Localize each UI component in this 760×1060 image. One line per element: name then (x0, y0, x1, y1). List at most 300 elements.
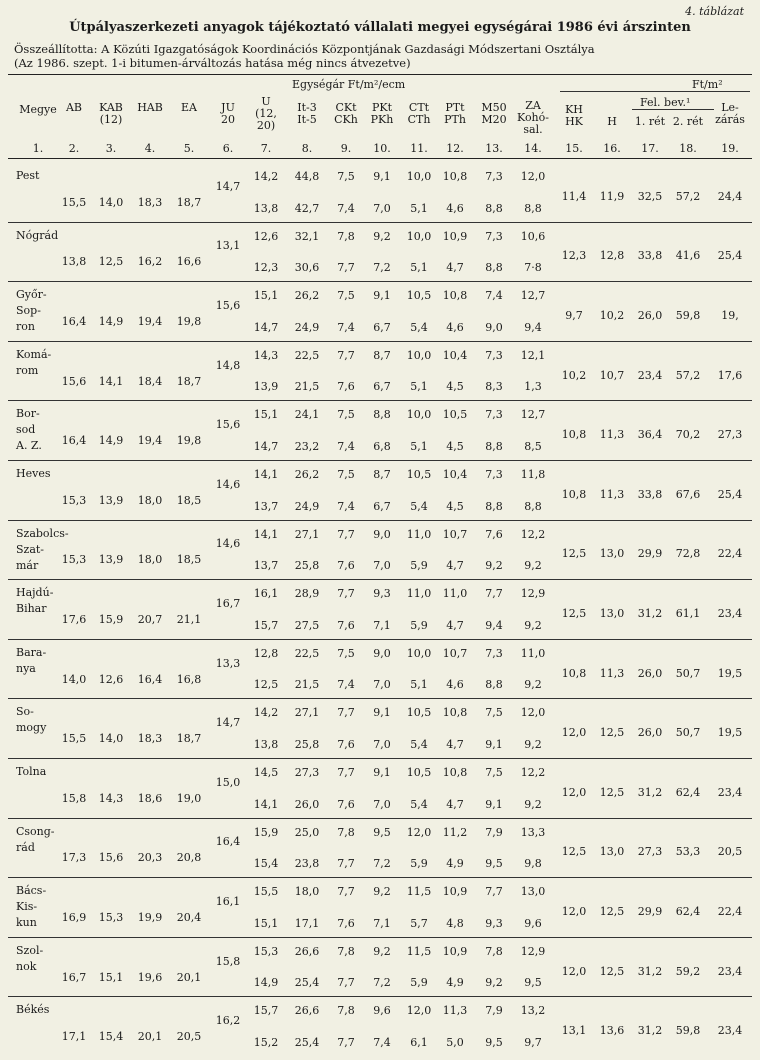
row-separator (8, 520, 752, 521)
table-cell: 26,2 (294, 468, 320, 481)
table-cell: 13,1 (215, 239, 241, 253)
table-cell: 14,7 (215, 179, 241, 193)
table-cell: 15,2 (253, 1036, 279, 1049)
county-name: Bács- Kis- kun (16, 884, 47, 930)
table-cell: 32,1 (294, 229, 320, 243)
subtitle-line: Összeállította: A Közúti Igazgatóságok Koordinációs Központjának Gazdasági Módszertani Osztálya (14, 42, 595, 56)
table-cell: 14,1 (253, 797, 279, 811)
county-name: Szabolcs- Szat- már (16, 526, 69, 572)
table-cell: 10,7 (442, 527, 468, 541)
row-separator (8, 400, 752, 401)
table-cell: 20,4 (176, 911, 202, 924)
table-cell: 23,4 (717, 964, 743, 978)
table-cell: 10,6 (520, 229, 546, 243)
table-cell: 7,4 (337, 440, 355, 453)
column-number: 10. (373, 142, 391, 155)
table-cell: 10,9 (442, 885, 468, 899)
county-name: Csong- rád (16, 824, 55, 854)
table-cell: 9,5 (485, 1036, 503, 1049)
table-cell: 29,9 (637, 547, 663, 561)
table-cell: 5,9 (410, 857, 428, 871)
table-cell: 4,7 (446, 261, 464, 275)
table-cell: 27,1 (294, 527, 320, 541)
column-number: 5. (183, 142, 195, 155)
table-cell: 7,4 (337, 678, 355, 692)
table-cell: 7,2 (373, 857, 391, 871)
table-cell: 5,4 (410, 797, 428, 811)
table-cell: 19,8 (176, 434, 202, 448)
table-cell: 27,3 (717, 428, 743, 442)
table-cell: 13,8 (253, 738, 279, 751)
table-cell: 12,2 (520, 527, 546, 541)
table-cell: 12,5 (253, 678, 279, 692)
table-cell: 7,3 (485, 348, 503, 362)
table-cell: 7,4 (485, 289, 503, 303)
table-cell: 9,2 (373, 885, 391, 899)
table-cell: 10,8 (561, 487, 587, 501)
table-cell: 14,3 (253, 348, 279, 362)
table-cell: 42,7 (294, 201, 320, 215)
table-cell: 9,3 (485, 916, 503, 930)
table-cell: 7,5 (337, 170, 355, 183)
county-name: Heves (16, 467, 51, 480)
table-cell: 18,7 (176, 732, 202, 746)
table-cell: 16,6 (176, 255, 202, 269)
table-cell: 10,4 (442, 348, 468, 362)
table-cell: 9,0 (485, 320, 503, 334)
table-cell: 8,8 (485, 440, 503, 453)
table-cell: 13,0 (599, 845, 625, 859)
table-cell: 25,4 (717, 249, 743, 263)
table-cell: 33,8 (637, 249, 663, 263)
table-cell: 19,8 (176, 315, 202, 328)
table-cell: 13,7 (253, 499, 279, 513)
table-cell: 15,3 (98, 911, 124, 924)
column-header: HAB (137, 101, 163, 114)
table-cell: 14,9 (98, 315, 124, 328)
table-cell: 15,1 (253, 289, 279, 303)
table-cell: 11,5 (406, 944, 432, 958)
table-cell: 7,5 (337, 289, 355, 303)
table-cell: 18,5 (176, 553, 202, 567)
table-cell: 15,7 (253, 618, 279, 632)
table-cell: 61,1 (675, 607, 701, 620)
table-cell: 29,9 (637, 905, 663, 918)
table-cell: 11,3 (442, 1004, 468, 1018)
table-cell: 14,1 (253, 468, 279, 481)
table-cell: 10,5 (406, 766, 432, 779)
table-cell: 7,8 (337, 1004, 355, 1018)
table-cell: 20,1 (176, 970, 202, 984)
table-cell: 14,0 (98, 732, 124, 746)
table-cell: 9,0 (373, 527, 391, 541)
table-cell: 59,2 (675, 964, 701, 978)
table-cell: 33,8 (637, 487, 663, 501)
table-cell: 15,8 (215, 954, 241, 968)
page-title: Útpályaszerkezeti anyagok tájékoztató vállalati megyei egységárai 1986 évi árszinten (69, 20, 691, 35)
table-cell: 7,4 (337, 320, 355, 334)
column-header: M50 M20 (481, 101, 507, 126)
table-cell: 12,8 (599, 249, 625, 263)
column-number: 7. (260, 142, 272, 155)
table-cell: 7,4 (337, 499, 355, 513)
table-cell: 25,8 (294, 738, 320, 751)
column-number: 16. (603, 142, 621, 155)
table-cell: 15,0 (215, 775, 241, 789)
table-cell: 13,2 (520, 1004, 546, 1018)
table-cell: 21,1 (176, 613, 202, 626)
table-cell: 4,6 (446, 201, 464, 215)
table-cell: 67,6 (675, 487, 701, 501)
table-cell: 19,4 (137, 315, 163, 328)
column-header: EA (181, 101, 197, 114)
table-cell: 17,1 (294, 916, 320, 930)
table-cell: 8,8 (485, 499, 503, 513)
column-header: 2. rét (672, 115, 704, 128)
subtitle-line: (Az 1986. szept. 1-i bitumen-árváltozás hatása még nincs átvezetve) (14, 56, 411, 70)
table-cell: 7,7 (337, 706, 355, 720)
table-cell: 26,0 (637, 666, 663, 680)
table-cell: 14,3 (98, 791, 124, 805)
table-cell: 14,2 (253, 170, 279, 183)
group-header-felbev: Fel. bev.¹ (640, 96, 691, 109)
table-cell: 9,5 (524, 976, 542, 990)
table-cell: 9,1 (373, 766, 391, 779)
table-cell: 12,0 (520, 170, 546, 183)
table-cell: 7,7 (337, 1036, 355, 1049)
table-cell: 7,3 (485, 646, 503, 660)
table-cell: 11,5 (406, 885, 432, 899)
table-cell: 9,8 (524, 857, 542, 871)
table-cell: 4,6 (446, 678, 464, 692)
table-cell: 7,0 (373, 738, 391, 751)
table-cell: 6,1 (410, 1036, 428, 1049)
column-number: 14. (524, 142, 542, 155)
table-cell: 7,6 (337, 380, 355, 394)
table-cell: 9,2 (524, 559, 542, 573)
table-cell: 11,0 (442, 587, 468, 601)
column-header: ZA Kohó- sal. (517, 99, 549, 136)
table-cell: 9,6 (524, 916, 542, 930)
table-cell: 72,8 (675, 547, 701, 561)
table-cell: 26,6 (294, 1004, 320, 1018)
table-cell: 59,8 (675, 1024, 701, 1038)
table-cell: 18,7 (176, 195, 202, 209)
table-cell: 7,8 (337, 944, 355, 958)
table-cell: 31,2 (637, 1024, 663, 1038)
table-cell: 9,1 (373, 289, 391, 303)
table-cell: 14,6 (215, 477, 241, 491)
table-cell: 11,3 (599, 666, 625, 680)
table-cell: 7,7 (337, 766, 355, 779)
table-cell: 14,6 (215, 537, 241, 551)
table-cell: 12,3 (253, 261, 279, 275)
table-cell: 19,9 (137, 911, 163, 924)
table-cell: 10,2 (599, 309, 625, 322)
table-cell: 4,9 (446, 857, 464, 871)
table-cell: 20,1 (137, 1030, 163, 1044)
table-cell: 15,5 (61, 195, 87, 209)
table-cell: 12,1 (520, 348, 546, 362)
table-cell: 9,2 (524, 797, 542, 811)
table-cell: 7,1 (373, 916, 391, 930)
table-cell: 4,7 (446, 618, 464, 632)
row-separator (8, 281, 752, 282)
table-cell: 5,9 (410, 618, 428, 632)
table-cell: 15,8 (61, 791, 87, 805)
table-cell: 24,1 (294, 408, 320, 422)
table-cell: 7,1 (373, 618, 391, 632)
table-cell: 14,9 (98, 434, 124, 448)
table-cell: 22,5 (294, 646, 320, 660)
table-cell: 12,0 (406, 1004, 432, 1018)
table-cell: 19,6 (137, 970, 163, 984)
table-cell: 27,1 (294, 706, 320, 720)
row-separator (8, 579, 752, 580)
table-cell: 16,4 (61, 434, 87, 448)
table-cell: 4,8 (446, 916, 464, 930)
column-number: 18. (679, 142, 697, 155)
county-name: Bor- sod A. Z. (16, 407, 42, 453)
row-separator (8, 877, 752, 878)
table-cell: 10,4 (442, 468, 468, 481)
table-cell: 13,0 (599, 607, 625, 620)
table-cell: 4,5 (446, 440, 464, 453)
table-cell: 7,7 (337, 885, 355, 899)
table-cell: 24,4 (717, 189, 743, 203)
table-cell: 16,8 (176, 672, 202, 686)
column-header: CKt CKh (334, 101, 358, 126)
table-cell: 14,1 (253, 527, 279, 541)
county-name: Tolna (16, 765, 47, 778)
table-cell: 1,3 (524, 380, 542, 394)
table-cell: 9,0 (373, 646, 391, 660)
county-name: Szol- nok (16, 943, 44, 973)
table-cell: 9,1 (373, 170, 391, 183)
table-cell: 15,6 (215, 418, 241, 432)
table-cell: 23,8 (294, 857, 320, 871)
table-cell: 11,0 (520, 646, 546, 660)
table-cell: 15,4 (253, 857, 279, 871)
table-cell: 13,9 (253, 380, 279, 394)
county-name: Komá- rom (16, 347, 52, 377)
table-cell: 12,5 (599, 905, 625, 918)
table-cell: 7,0 (373, 797, 391, 811)
table-cell: 15,1 (253, 408, 279, 422)
table-cell: 8,3 (485, 380, 503, 394)
table-cell: 16,7 (215, 597, 241, 610)
row-separator (8, 460, 752, 461)
table-cell: 7,8 (337, 825, 355, 839)
table-cell: 26,6 (294, 944, 320, 958)
table-cell: 26,0 (637, 726, 663, 740)
table-cell: 11,3 (599, 428, 625, 442)
table-cell: 5,1 (410, 678, 428, 692)
group-underline (560, 91, 750, 92)
table-cell: 19,4 (137, 434, 163, 448)
table-cell: 31,2 (637, 964, 663, 978)
table-cell: 12,5 (561, 845, 587, 859)
subtitle (14, 42, 595, 70)
table-cell: 6,7 (373, 320, 391, 334)
table-cell: 9,7 (524, 1036, 542, 1049)
table-cell: 12,5 (599, 726, 625, 740)
table-cell: 23,4 (717, 785, 743, 799)
table-cell: 12,0 (406, 825, 432, 839)
table-cell: 11,0 (406, 587, 432, 601)
table-cell: 4,7 (446, 559, 464, 573)
column-header: Le- zárás (715, 101, 745, 126)
column-header: JU 20 (221, 101, 235, 126)
table-cell: 23,2 (294, 440, 320, 453)
table-cell: 9,2 (524, 738, 542, 751)
table-cell: 18,5 (176, 493, 202, 507)
table-cell: 22,4 (717, 905, 743, 918)
table-cell: 18,4 (137, 374, 163, 388)
column-header: It-3 It-5 (297, 101, 317, 126)
table-cell: 32,5 (637, 189, 663, 203)
table-cell: 20,7 (137, 613, 163, 626)
column-number: 11. (410, 142, 428, 155)
table-cell: 17,1 (61, 1030, 87, 1044)
table-cell: 31,2 (637, 607, 663, 620)
table-cell: 20,8 (176, 851, 202, 865)
table-cell: 9,1 (373, 706, 391, 720)
column-number: 2. (68, 142, 80, 155)
table-cell: 12,2 (520, 766, 546, 779)
table-cell: 21,5 (294, 678, 320, 692)
table-cell: 26,0 (294, 797, 320, 811)
table-cell: 12,9 (520, 944, 546, 958)
table-cell: 19,5 (717, 726, 743, 740)
table-cell: 18,6 (137, 791, 163, 805)
table-cell: 13,0 (520, 885, 546, 899)
table-cell: 9,2 (524, 678, 542, 692)
table-cell: 9,2 (485, 976, 503, 990)
table-cell: 10,9 (442, 944, 468, 958)
table-cell: 23,4 (717, 1024, 743, 1038)
table-cell: 10,8 (442, 706, 468, 720)
table-cell: 10,0 (406, 170, 432, 183)
column-header: Megye (19, 103, 57, 116)
header-bottom-rule (8, 158, 752, 159)
table-cell: 16,4 (215, 835, 241, 849)
table-cell: 8,8 (524, 499, 542, 513)
table-cell: 9,1 (485, 738, 503, 751)
table-cell: 20,3 (137, 851, 163, 865)
table-cell: 12,5 (599, 964, 625, 978)
table-cell: 13,7 (253, 559, 279, 573)
table-cell: 12,5 (561, 547, 587, 561)
header-top-rule (8, 74, 752, 75)
table-cell: 14,1 (98, 374, 124, 388)
table-cell: 5,1 (410, 440, 428, 453)
table-cell: 10,2 (561, 368, 587, 382)
table-cell: 10,5 (442, 408, 468, 422)
table-cell: 16,4 (137, 672, 163, 686)
table-cell: 27,3 (294, 766, 320, 779)
table-cell: 8,7 (373, 348, 391, 362)
table-cell: 10,0 (406, 348, 432, 362)
table-cell: 16,1 (253, 587, 279, 601)
table-cell: 26,2 (294, 289, 320, 303)
table-cell: 7,8 (337, 229, 355, 243)
table-cell: 7,5 (337, 468, 355, 481)
table-cell: 12,7 (520, 408, 546, 422)
table-cell: 13,1 (561, 1024, 587, 1038)
table-cell: 18,3 (137, 732, 163, 746)
table-cell: 5,4 (410, 499, 428, 513)
table-cell: 20,5 (717, 845, 743, 859)
column-number: 3. (105, 142, 117, 155)
table-cell: 19,5 (717, 666, 743, 680)
table-cell: 5,4 (410, 738, 428, 751)
table-cell: 25,4 (294, 976, 320, 990)
county-name: Hajdú- Bihar (16, 586, 54, 616)
county-name: So- mogy (16, 705, 47, 735)
table-cell: 12,0 (520, 706, 546, 720)
row-separator (8, 937, 752, 938)
table-cell: 36,4 (637, 428, 663, 442)
table-cell: 9,2 (373, 229, 391, 243)
table-cell: 18,0 (294, 885, 320, 899)
table-cell: 7,8 (485, 944, 503, 958)
row-separator (8, 222, 752, 223)
table-cell: 14,7 (253, 440, 279, 453)
table-cell: 13,9 (98, 493, 124, 507)
table-cell: 16,7 (61, 970, 87, 984)
table-cell: 7,4 (337, 201, 355, 215)
column-number: 4. (144, 142, 156, 155)
table-cell: 5,0 (446, 1036, 464, 1049)
table-cell: 10,8 (442, 170, 468, 183)
county-name: Győr- Sop- ron (16, 288, 47, 334)
table-cell: 4,5 (446, 380, 464, 394)
table-cell: 19,0 (176, 791, 202, 805)
table-cell: 18,3 (137, 195, 163, 209)
table-cell: 7,0 (373, 678, 391, 692)
table-cell: 16,2 (137, 255, 163, 269)
table-cell: 4,5 (446, 499, 464, 513)
column-number: 1. (32, 142, 44, 155)
table-cell: 57,2 (675, 189, 701, 203)
table-cell: 9,7 (565, 309, 583, 322)
table-cell: 24,9 (294, 499, 320, 513)
table-cell: 16,2 (215, 1014, 241, 1028)
table-cell: 31,2 (637, 785, 663, 799)
table-cell: 23,4 (637, 368, 663, 382)
table-cell: 50,7 (675, 666, 701, 680)
table-cell: 17,3 (61, 851, 87, 865)
row-separator (8, 341, 752, 342)
table-cell: 15,6 (215, 299, 241, 312)
column-header: 1. rét (634, 115, 666, 128)
group-header-ftm2: Ft/m² (692, 78, 723, 91)
table-cell: 8,8 (485, 678, 503, 692)
table-cell: 13,9 (98, 553, 124, 567)
table-cell: 10,5 (406, 706, 432, 720)
table-cell: 22,4 (717, 547, 743, 561)
table-cell: 12,8 (253, 646, 279, 660)
table-cell: 7,3 (485, 468, 503, 481)
table-cell: 12,6 (253, 229, 279, 243)
table-cell: 44,8 (294, 170, 320, 183)
table-cell: 10,0 (406, 229, 432, 243)
table-cell: 7,9 (485, 825, 503, 839)
column-header: H (607, 115, 617, 128)
table-cell: 20,5 (176, 1030, 202, 1044)
table-cell: 7,2 (373, 261, 391, 275)
